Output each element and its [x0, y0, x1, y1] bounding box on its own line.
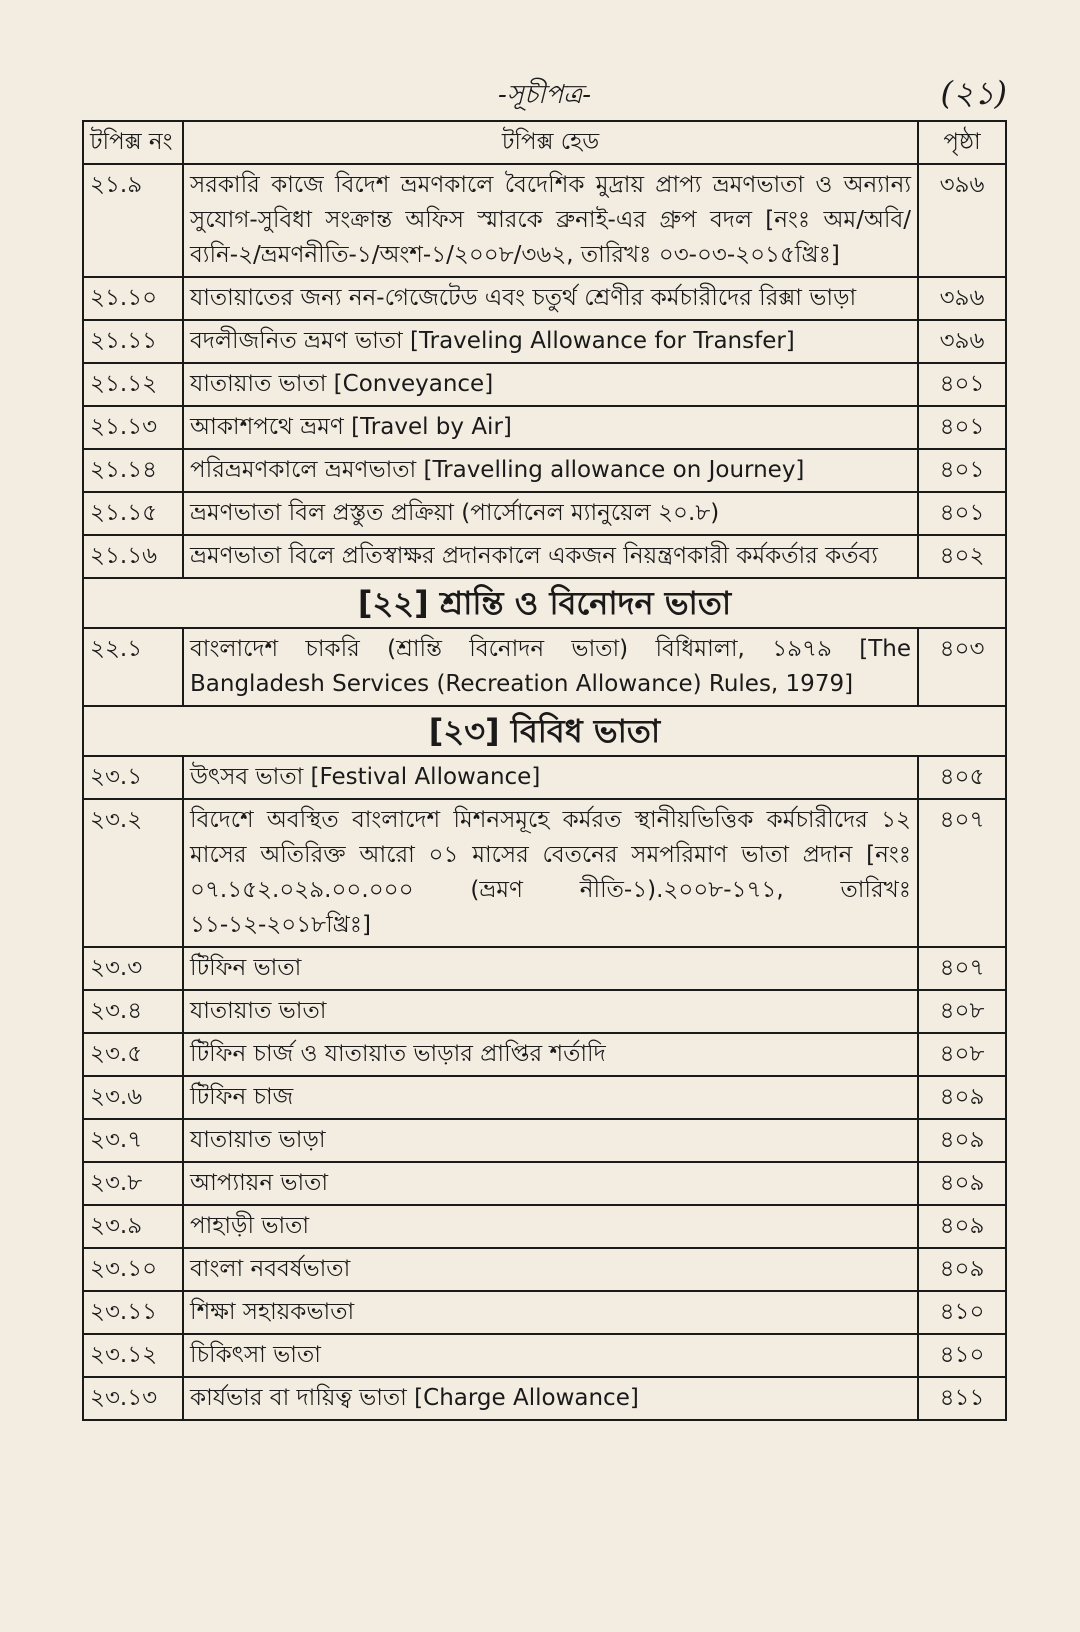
- toc-row: [83, 990, 1006, 1033]
- page-header: [82, 68, 1007, 114]
- toc-row: [83, 277, 1006, 320]
- topic-number: ২১.১০: [83, 277, 183, 320]
- topic-number: ২৩.২: [83, 799, 183, 947]
- page-ref: ৩৯৬: [918, 320, 1006, 363]
- topic-number: ২৩.১: [83, 756, 183, 799]
- topic-title: যাতায়াত ভাতা: [183, 990, 918, 1033]
- topic-number: ২৩.১৩: [83, 1377, 183, 1420]
- page-ref: ৩৯৬: [918, 164, 1006, 277]
- toc-row: [83, 1162, 1006, 1205]
- page-ref: ৪০৩: [918, 628, 1006, 706]
- topic-title: সরকারি কাজে বিদেশ ভ্রমণকালে বৈদেশিক মুদ্রায় প্রাপ্য ভ্রমণভাতা ও অন্যান্য সুযোগ-সুবিধা সংক্রান্ত অফিস স্মারকে ব্রুনাই-এর গ্রুপ বদল [নংঃ অম/অবি/ব্যনি-২/ভ্রমণনীতি-১/অংশ-১/২০০৮/৩৬২, তারিখঃ ০৩-০৩-২০১৫খ্রিঃ]: [183, 164, 918, 277]
- toc-row: [83, 756, 1006, 799]
- page-ref: ৪০৯: [918, 1076, 1006, 1119]
- page-number: (২১): [940, 74, 1007, 112]
- topic-number: ২৩.৭: [83, 1119, 183, 1162]
- toc-header-row: [83, 121, 1006, 164]
- topic-title: বিদেশে অবস্থিত বাংলাদেশ মিশনসমূহে কর্মরত স্থানীয়ভিত্তিক কর্মচারীদের ১২ মাসের অতিরিক্ত আরো ০১ মাসের বেতনের সমপরিমাণ ভাতা প্রদান [নংঃ ০৭.১৫২.০২৯.০০.০০০ (ভ্রমণ নীতি-১).২০০৮-১৭১, তারিখঃ ১১-১২-২০১৮খ্রিঃ]: [183, 799, 918, 947]
- toc-row: [83, 363, 1006, 406]
- toc-row: [83, 1076, 1006, 1119]
- page-ref: ৪০২: [918, 535, 1006, 578]
- topic-number: ২৩.৪: [83, 990, 183, 1033]
- topic-title: উৎসব ভাতা [Festival Allowance]: [183, 756, 918, 799]
- page-ref: ৪০৮: [918, 1033, 1006, 1076]
- topic-number: ২৩.১০: [83, 1248, 183, 1291]
- section-heading-row: [83, 578, 1006, 628]
- topic-number: ২১.১২: [83, 363, 183, 406]
- page-ref: ৪০৯: [918, 1119, 1006, 1162]
- topic-title: যাতায়াত ভাড়া: [183, 1119, 918, 1162]
- toc-row: [83, 799, 1006, 947]
- toc-row: [83, 1377, 1006, 1420]
- page-ref: ৪১০: [918, 1291, 1006, 1334]
- page-ref: ৪০১: [918, 406, 1006, 449]
- toc-row: [83, 492, 1006, 535]
- toc-row: [83, 1291, 1006, 1334]
- page-ref: ৪০১: [918, 363, 1006, 406]
- topic-number: ২২.১: [83, 628, 183, 706]
- topic-number: ২১.১১: [83, 320, 183, 363]
- page-ref: ৩৯৬: [918, 277, 1006, 320]
- toc-row: [83, 535, 1006, 578]
- section-heading: [২২] শ্রান্তি ও বিনোদন ভাতা: [83, 578, 1006, 628]
- topic-title: টিফিন ভাতা: [183, 947, 918, 990]
- topic-title: কার্যভার বা দায়িত্ব ভাতা [Charge Allowance]: [183, 1377, 918, 1420]
- page-ref: ৪০১: [918, 492, 1006, 535]
- page-title: -সূচীপত্র-: [498, 80, 591, 110]
- topic-number: ২৩.৩: [83, 947, 183, 990]
- topic-number: ২১.১৫: [83, 492, 183, 535]
- toc-row: [83, 1119, 1006, 1162]
- toc-body: [83, 164, 1006, 1420]
- topic-title: বদলীজনিত ভ্রমণ ভাতা [Traveling Allowance for Transfer]: [183, 320, 918, 363]
- topic-title: টিফিন চাজ: [183, 1076, 918, 1119]
- topic-number: ২৩.১২: [83, 1334, 183, 1377]
- page-ref: ৪০৯: [918, 1162, 1006, 1205]
- topic-number: ২৩.৫: [83, 1033, 183, 1076]
- toc-row: [83, 320, 1006, 363]
- section-heading: [২৩] বিবিধ ভাতা: [83, 706, 1006, 756]
- topic-title: পরিভ্রমণকালে ভ্রমণভাতা [Travelling allowance on Journey]: [183, 449, 918, 492]
- topic-number: ২১.১৬: [83, 535, 183, 578]
- toc-row: [83, 947, 1006, 990]
- page-ref: ৪০৮: [918, 990, 1006, 1033]
- topic-number: ২১.১৩: [83, 406, 183, 449]
- topic-number: ২৩.৬: [83, 1076, 183, 1119]
- page-ref: ৪০৫: [918, 756, 1006, 799]
- topic-title: চিকিৎসা ভাতা: [183, 1334, 918, 1377]
- topic-number: ২১.১৪: [83, 449, 183, 492]
- toc-row: [83, 449, 1006, 492]
- topic-title: ভ্রমণভাতা বিল প্রস্তুত প্রক্রিয়া (পার্সোনেল ম্যানুয়েল ২০.৮): [183, 492, 918, 535]
- toc-table: [82, 120, 1007, 1421]
- topic-number: ২৩.৯: [83, 1205, 183, 1248]
- topic-title: ভ্রমণভাতা বিলে প্রতিস্বাক্ষর প্রদানকালে একজন নিয়ন্ত্রণকারী কর্মকর্তার কর্তব্য: [183, 535, 918, 578]
- topic-number: ২৩.১১: [83, 1291, 183, 1334]
- page-ref: ৪০৭: [918, 799, 1006, 947]
- toc-row: [83, 164, 1006, 277]
- header-topic-head: টপিক্স হেড: [183, 121, 918, 164]
- topic-title: আপ্যায়ন ভাতা: [183, 1162, 918, 1205]
- topic-title: টিফিন চার্জ ও যাতায়াত ভাড়ার প্রাপ্তির শর্তাদি: [183, 1033, 918, 1076]
- section-heading-row: [83, 706, 1006, 756]
- page-ref: ৪১১: [918, 1377, 1006, 1420]
- toc-row: [83, 1248, 1006, 1291]
- topic-title: যাতায়াতের জন্য নন-গেজেটেড এবং চতুর্থ শ্রেণীর কর্মচারীদের রিক্সা ভাড়া: [183, 277, 918, 320]
- toc-row: [83, 1033, 1006, 1076]
- page-ref: ৪১০: [918, 1334, 1006, 1377]
- topic-title: বাংলাদেশ চাকরি (শ্রান্তি বিনোদন ভাতা) বিধিমালা, ১৯৭৯ [The Bangladesh Services (Recreation Allowance) Rules, 1979]: [183, 628, 918, 706]
- toc-row: [83, 1205, 1006, 1248]
- topic-number: ২৩.৮: [83, 1162, 183, 1205]
- topic-title: পাহাড়ী ভাতা: [183, 1205, 918, 1248]
- toc-row: [83, 1334, 1006, 1377]
- header-topic-no: টপিক্স নং: [83, 121, 183, 164]
- topic-title: শিক্ষা সহায়কভাতা: [183, 1291, 918, 1334]
- toc-row: [83, 628, 1006, 706]
- page-ref: ৪০৯: [918, 1205, 1006, 1248]
- page-ref: ৪০৯: [918, 1248, 1006, 1291]
- topic-title: বাংলা নববর্ষভাতা: [183, 1248, 918, 1291]
- topic-title: যাতায়াত ভাতা [Conveyance]: [183, 363, 918, 406]
- topic-number: ২১.৯: [83, 164, 183, 277]
- header-page: পৃষ্ঠা: [918, 121, 1006, 164]
- toc-row: [83, 406, 1006, 449]
- page-ref: ৪০৭: [918, 947, 1006, 990]
- page-ref: ৪০১: [918, 449, 1006, 492]
- topic-title: আকাশপথে ভ্রমণ [Travel by Air]: [183, 406, 918, 449]
